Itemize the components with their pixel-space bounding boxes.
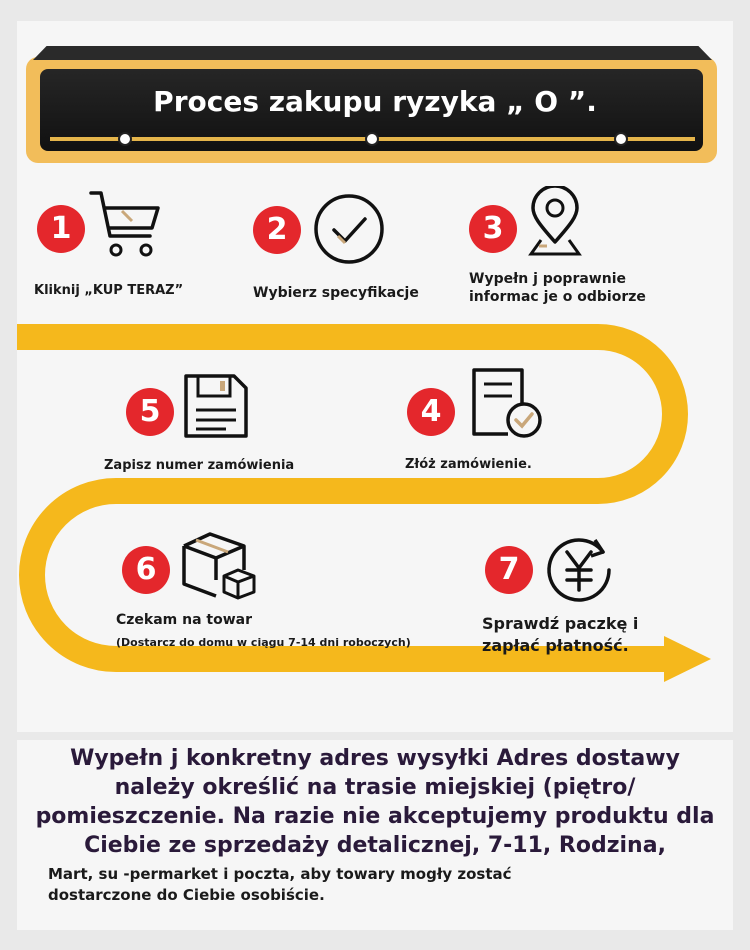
delivery-note	[20, 744, 730, 860]
step-5-badge: 5	[126, 388, 174, 436]
step-6-label: Czekam na towar	[116, 612, 253, 628]
step-2-label: Wybierz specyfikacje	[253, 285, 419, 301]
delivery-note-small-line: Mart, su -permarket i poczta, aby towary mogły zostać	[48, 865, 512, 883]
arrow-head-icon	[664, 636, 711, 682]
step-6-sublabel: (Dostarcz do domu w ciągu 7-14 dni roboczych)	[116, 636, 411, 649]
step-5-label: Zapisz numer zamówienia	[104, 458, 295, 473]
delivery-note-small-line: dostarczone do Ciebie osobiście.	[48, 886, 325, 904]
step-2-badge: 2	[253, 206, 301, 254]
delivery-note-line: Wypełn j konkretny adres wysyłki Adres dostawy	[70, 746, 680, 771]
order-document-icon	[470, 366, 544, 440]
step-7-label-line2: zapłać płatność.	[482, 636, 629, 655]
step-3-label-line2: informac je o odbiorze	[469, 289, 646, 305]
checkmark-circle-icon	[312, 192, 386, 266]
shopping-cart-icon	[88, 188, 163, 260]
page-title: Proces zakupu ryzyka „ O ”.	[153, 85, 597, 118]
delivery-note-small	[48, 864, 728, 906]
step-1-label: Kliknij „KUP TERAZ”	[34, 283, 184, 298]
delivery-note-line: pomieszczenie. Na razie nie akceptujemy produktu dla	[35, 804, 715, 829]
step-3-badge: 3	[469, 205, 517, 253]
step-1-badge: 1	[37, 205, 85, 253]
step-6-badge: 6	[122, 546, 170, 594]
step-4-label: Złóż zamówienie.	[405, 457, 532, 472]
step-7-label-line1: Sprawdź paczkę i	[482, 614, 639, 633]
step-4-badge: 4	[407, 388, 455, 436]
delivery-note-line: Ciebie ze sprzedaży detalicznej, 7-11, Rodzina,	[84, 833, 666, 858]
location-pin-icon	[527, 186, 583, 258]
step-7-badge: 7	[485, 546, 533, 594]
delivery-note-line: należy określić na trasie miejskiej (piętro/	[114, 775, 636, 800]
step-3-label-line1: Wypełn j poprawnie	[469, 271, 627, 287]
save-disk-icon	[182, 372, 250, 440]
yuan-payment-icon	[543, 534, 615, 606]
package-box-icon	[180, 530, 258, 600]
